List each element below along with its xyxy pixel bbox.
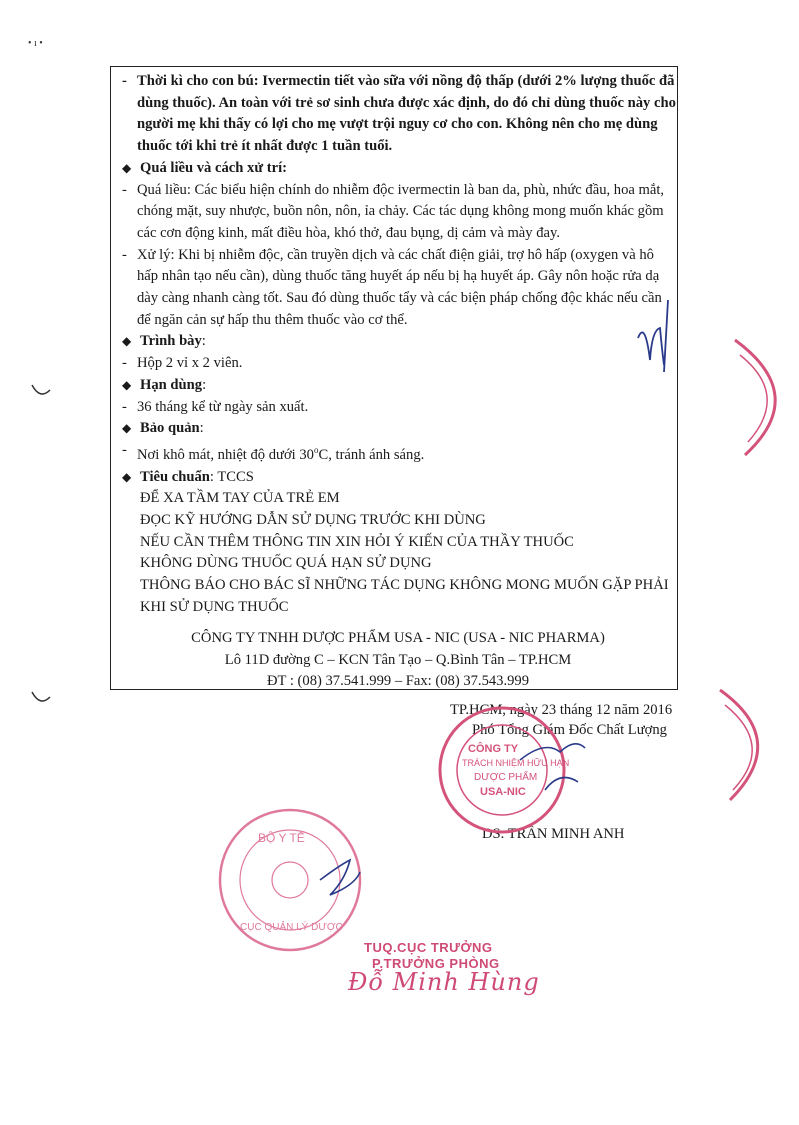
presentation-heading: ◆ Trình bày: <box>120 331 676 353</box>
company-stamp-line1: CÔNG TY <box>468 743 519 755</box>
punch-hole-mark <box>32 692 50 701</box>
company-contact: ĐT : (08) 37.541.999 – Fax: (08) 37.543.999 <box>267 673 529 690</box>
treatment-item: - Xử lý: Khi bị nhiễm độc, cần truyền dịch và các chất điện giải, trợ hô hấp (oxygen và hô hấp nhân tạo nếu cần), dùng thuốc tăng huyết áp nếu bị hạ huyết áp. Gây nôn hoặc rửa dạ dày càng nhanh càng tốt. Sau đó dùng thuốc tẩy và các biện pháp chống độc khác nếu cần để ngăn cản sự hấp thu thêm thuốc vào cơ thể. <box>120 245 676 332</box>
ministry-stamp-top: BỘ Y TẾ <box>258 831 305 845</box>
bullet-diamond-icon: ◆ <box>122 421 132 436</box>
warning-line: THÔNG BÁO CHO BÁC SĨ NHỮNG TÁC DỤNG KHÔNG MONG MUỐN GẶP PHẢI <box>140 577 669 594</box>
company-stamp-line3: DƯỢC PHẨM <box>474 772 538 783</box>
bullet-diamond-icon: ◆ <box>122 160 132 175</box>
company-stamp-line2: TRÁCH NHIỆM HỮU HẠN <box>462 758 570 768</box>
lactation-text: Ivermectin tiết vào sữa với nồng độ thấp (dưới 2% lượng thuốc đã dùng thuốc). An toàn với trẻ sơ sinh chưa được xác định, do đó chỉ dùng thuốc này cho người mẹ khi thấy có lợi cho mẹ vượt trội nguy cơ cho con. Không nên cho mẹ dùng thuốc tới khi trẻ ít nhất được 1 tuần tuổi. <box>137 73 676 155</box>
company-address: Lô 11D đường C – KCN Tân Tạo – Q.Bình Tân – TP.HCM <box>224 651 572 668</box>
approval-line2: P.TRƯỞNG PHÒNG <box>372 956 500 971</box>
punch-hole-mark <box>32 385 50 394</box>
overdose-item: - Quá liều: Các biểu hiện chính do nhiễm độc ivermectin là ban da, phù, nhức đầu, hoa mắt, chóng mặt, suy nhược, buồn nôn, nôn, ỉa chảy. Các tác dụng không mong muốn khác gồm các cơn động kinh, mất điều hòa, khó thở, đau bụng, dị cảm và mày đay. <box>120 180 676 245</box>
overdose-heading: ◆ Quá liều và cách xử trí: <box>120 158 676 180</box>
signature-date: TP.HCM, ngày 23 tháng 12 năm 2016 <box>450 702 673 718</box>
standard-value: TCCS <box>217 468 254 485</box>
storage-heading: ◆ Bảo quản: <box>120 418 676 440</box>
bullet-diamond-icon: ◆ <box>122 334 132 349</box>
presentation-item: - Hộp 2 vỉ x 2 viên. <box>120 353 676 375</box>
bullet-diamond-icon: ◆ <box>122 469 132 484</box>
warning-line: KHÔNG DÙNG THUỐC QUÁ HẠN SỬ DỤNG <box>140 555 432 572</box>
bullet-diamond-icon: ◆ <box>122 377 132 392</box>
signer-name: DS. TRẦN MINH ANH <box>482 826 625 842</box>
storage-item: - Nơi khô mát, nhiệt độ dưới 30$^o$C, tránh ánh sáng. <box>120 440 676 467</box>
company-stamp-line4: USA-NIC <box>480 786 526 798</box>
standard-heading: ◆ Tiêu chuẩn: TCCS <box>120 467 676 489</box>
ministry-stamp-bottom: CỤC QUẢN LÝ DƯỢC <box>240 922 343 933</box>
warning-line: ĐỌC KỸ HƯỚNG DẪN SỬ DỤNG TRƯỚC KHI DÙNG <box>140 511 486 528</box>
shelf-life-item: - 36 tháng kể từ ngày sản xuất. <box>120 397 676 419</box>
warning-line: ĐỂ XA TẦM TAY CỦA TRẺ EM <box>140 490 340 507</box>
signature-title: Phó Tổng Giám Đốc Chất Lượng <box>472 722 667 738</box>
edge-stamp-arc <box>735 340 775 455</box>
approval-name: Đỗ Minh Hùng <box>348 968 540 996</box>
warning-line: KHI SỬ DỤNG THUỐC <box>140 598 289 615</box>
shelf-life-heading: ◆ Hạn dùng: <box>120 375 676 397</box>
ministry-stamp <box>220 810 360 950</box>
warning-line: NẾU CẦN THÊM THÔNG TIN XIN HỎI Ý KIẾN CỦA THẦY THUỐC <box>140 533 574 550</box>
initials-signature <box>638 300 668 372</box>
approval-line1: TUQ.CỤC TRƯỞNG <box>364 940 493 955</box>
company-stamp <box>440 708 569 832</box>
lactation-label: Thời kì cho con bú: <box>137 73 259 89</box>
scan-speck: • ı • <box>28 38 43 49</box>
company-name: CÔNG TY TNHH DƯỢC PHẨM USA - NIC (USA - NIC PHARMA) <box>191 630 605 646</box>
